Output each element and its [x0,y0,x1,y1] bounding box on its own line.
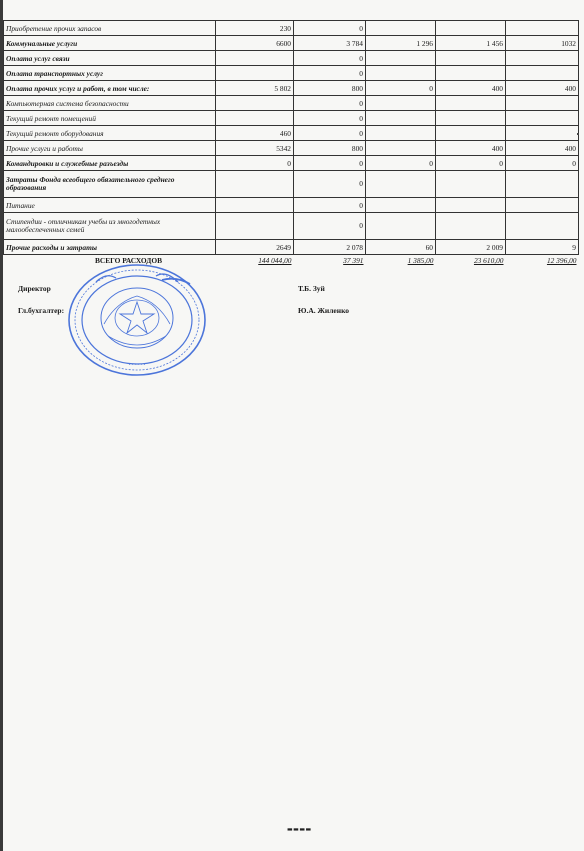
row-label: Оплата транспортных услуг [4,66,216,81]
amount-cell: 0 [294,171,366,198]
amount-cell: 6600 [216,36,294,51]
total-amount: 1 385,00 [407,256,434,265]
amount-cell [366,141,436,156]
amount-cell: 0 [294,111,366,126]
expenses-table [3,20,579,266]
row-label: Текущий ремонт помещений [4,111,216,126]
amount-cell [366,213,436,240]
amount-cell [506,171,579,198]
amount-cell: 9 [506,240,579,255]
amount-cell [506,51,579,66]
amount-cell [436,171,506,198]
amount-cell [216,66,294,81]
total-amount: 12 396,00 [546,256,577,265]
svg-text:• • • • • •: • • • • • • [128,363,146,368]
amount-cell: 0 [294,96,366,111]
total-amount: 144 044,00 [258,256,292,265]
amount-cell [366,126,436,141]
row-label: Питание [4,198,216,213]
table-row [4,198,579,213]
amount-cell: 5 802 [216,81,294,96]
row-label: Стипендии - отличникам учебы из многодетных малообеспеченных семей [4,213,216,240]
director-name: Т.Б. Зуй [298,284,325,293]
amount-cell: 1 296 [366,36,436,51]
amount-cell [506,21,579,36]
amount-cell [436,96,506,111]
amount-cell [216,111,294,126]
amount-cell [506,213,579,240]
amount-cell: 0 [294,126,366,141]
amount-cell [366,111,436,126]
amount-cell [366,51,436,66]
total-amount: 37 391 [343,256,364,265]
table-row [4,96,579,111]
amount-cell [216,213,294,240]
table-row [4,240,579,255]
director-title: Директор [18,284,51,293]
amount-cell [366,96,436,111]
amount-cell: 2649 [216,240,294,255]
amount-cell [366,21,436,36]
amount-cell: 800 [294,141,366,156]
amount-cell [216,198,294,213]
amount-cell [436,21,506,36]
footer-mark: ▬▬▬▬ [287,826,312,833]
amount-cell: 0 [216,156,294,171]
amount-cell: 1032 [506,36,579,51]
total-label: ВСЕГО РАСХОДОВ [94,256,163,265]
total-amount: 23 610,00 [473,256,504,265]
amount-cell: 3 784 [294,36,366,51]
amount-cell: 2 009 [436,240,506,255]
row-label: Затраты Фонда всеобщего обязательного среднего образования [4,171,216,198]
table-row [4,111,579,126]
amount-cell: 2 078 [294,240,366,255]
amount-cell: 5342 [216,141,294,156]
amount-cell [366,198,436,213]
table-row [4,66,579,81]
row-label: Коммунальные услуги [4,36,216,51]
amount-cell [216,51,294,66]
table-row [4,156,579,171]
row-label: Прочие расходы и затраты [4,240,216,255]
accountant-title: Гл.бухгалтер: [18,306,65,315]
amount-cell: 0 [506,156,579,171]
table-row [4,21,579,36]
amount-cell: 0 [294,21,366,36]
amount-cell: 400 [436,141,506,156]
margin-mark [577,133,579,135]
amount-cell: 230 [216,21,294,36]
row-label: Оплата услуг связи [4,51,216,66]
amount-cell [506,66,579,81]
amount-cell [216,171,294,198]
amount-cell: 1 456 [436,36,506,51]
amount-cell [506,198,579,213]
amount-cell: 400 [506,141,579,156]
table-row [4,51,579,66]
amount-cell: 400 [436,81,506,96]
amount-cell [506,96,579,111]
amount-cell: 0 [366,81,436,96]
table-row [4,213,579,240]
amount-cell [506,126,579,141]
amount-cell [436,111,506,126]
row-label: Текущий ремонт оборудования [4,126,216,141]
amount-cell [436,66,506,81]
amount-cell: 460 [216,126,294,141]
row-label: Приобретение прочих запасов [4,21,216,36]
official-stamp [66,262,208,378]
amount-cell [436,213,506,240]
amount-cell: 400 [506,81,579,96]
row-label: Командировки и служебные разъезды [4,156,216,171]
table-row [4,141,579,156]
amount-cell: 0 [294,213,366,240]
amount-cell: 60 [366,240,436,255]
table-row [4,126,579,141]
amount-cell: 800 [294,81,366,96]
amount-cell [366,171,436,198]
table-row [4,81,579,96]
table-row [4,171,579,198]
table-row [4,36,579,51]
amount-cell: 0 [294,156,366,171]
row-label: Прочие услуги и работы [4,141,216,156]
amount-cell [366,66,436,81]
accountant-name: Ю.А. Жиленко [298,306,350,315]
amount-cell [436,51,506,66]
row-label: Оплата прочих услуг и работ, в том числе: [4,81,216,96]
amount-cell: 0 [294,66,366,81]
amount-cell [436,126,506,141]
amount-cell: 0 [366,156,436,171]
amount-cell: 0 [436,156,506,171]
amount-cell [506,111,579,126]
amount-cell: 0 [294,198,366,213]
amount-cell: 0 [294,51,366,66]
amount-cell [216,96,294,111]
amount-cell [436,198,506,213]
row-label: Компьютерная система безопасности [4,96,216,111]
